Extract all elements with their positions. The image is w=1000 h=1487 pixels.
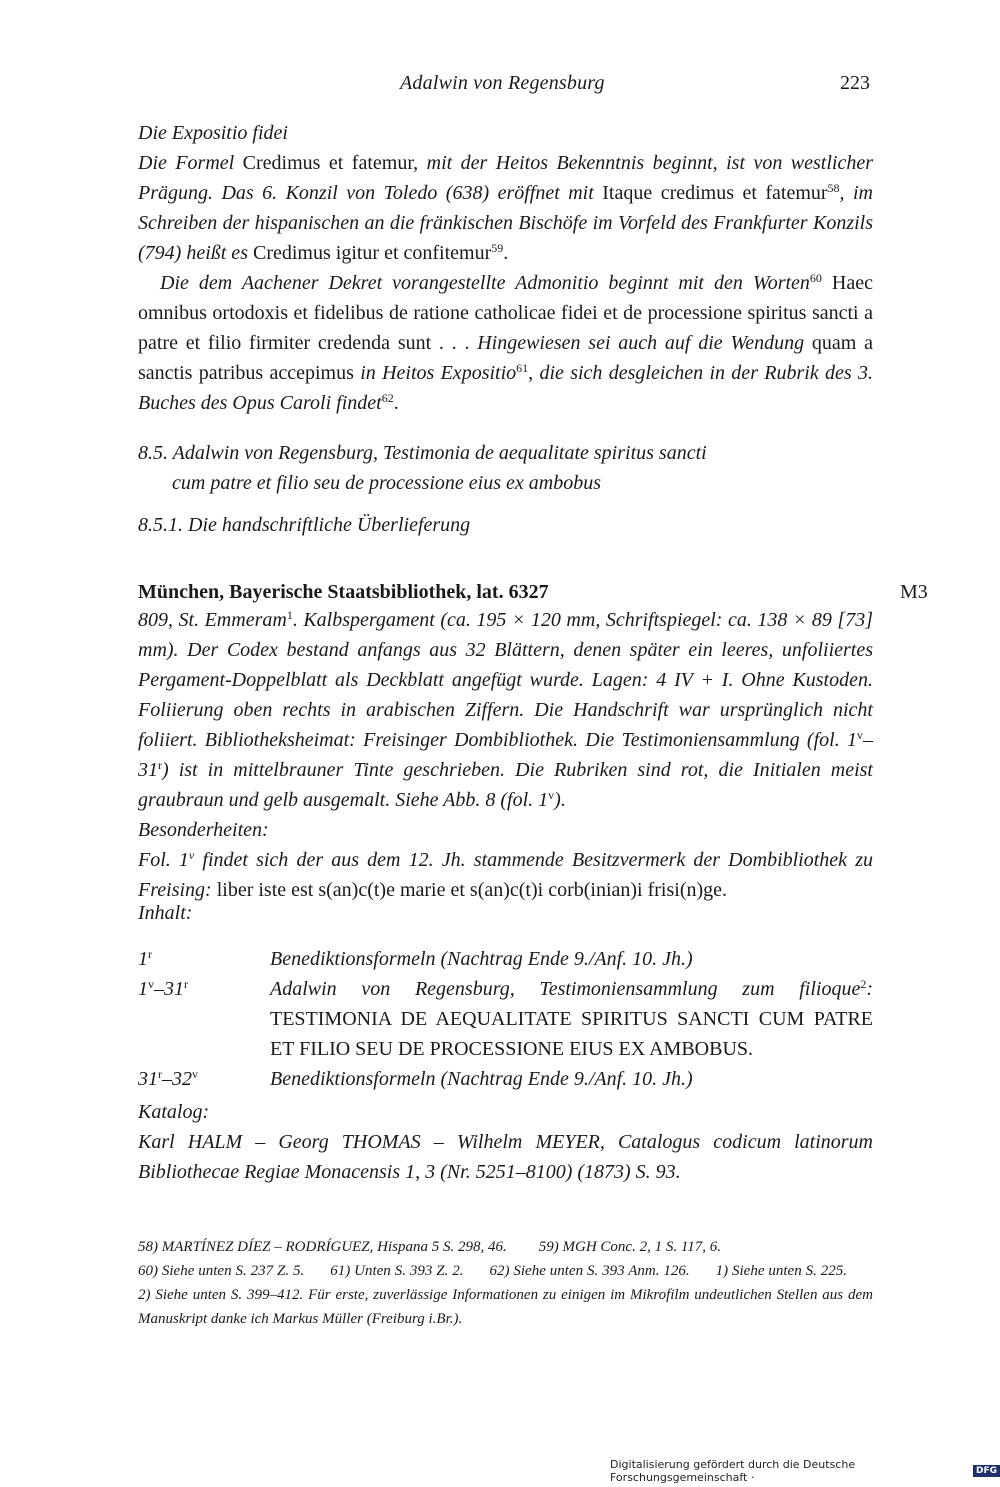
- running-title: Adalwin von Regensburg: [400, 72, 605, 94]
- besonderheiten-text: Fol. 1$^v$ findet sich der aus dem 12. Jh. stammende Besitzvermerk der Dombibliothek zu Freising: liber iste est s(an)c(t)e marie et s(an)c(t)i corb(inian)i frisi(n)ge.: [138, 848, 873, 901]
- expositio-paragraph-2: Die dem Aachener Dekret vorangestellte Admonitio beginnt mit den Worten$^{60}$ Haec omnibus ortodoxis et fidelibus de ratione catholicae fidei et de processione spiritus sancti a patre et filio firmiter credenda sunt . . . Hingewiesen sei auch auf die Wendung quam a sanctis patribus accepimus in Heitos Expositio$^{61}$, die sich desgleichen in der Rubrik des 3. Buches des Opus Caroli findet$^{62}$.: [138, 271, 874, 414]
- manuscript-description: 809, St. Emmeram$^1$. Kalbspergament (ca. 195 × 120 mm, Schriftspiegel: ca. 138 × 89 [73] mm). Der Codex bestand anfangs aus 32 Blättern, denen später ein leeres, unfoliiertes Pergament-Doppelblatt als Deckblatt angefügt wurde. Lagen: 4 IV + I. Ohne Kustoden. Foliierung oben rechts in arabischen Ziffern. Die Handschrift war ursprünglich nicht foliiert. Bibliotheksheimat: Freisinger Dombibliothek. Die Testimoniensammlung (fol. 1$^v$–31$^r$) ist in mittelbrauner Tinte geschrieben. Die Rubriken sind rot, die Initialen meist graubraun und gelb ausgemalt. Siehe Abb. 8 (fol. 1$^v$). Besonderheiten: Fol. 1$^v$ findet sich der aus dem 12. Jh. stammende Besitzvermerk der Dombibliothek zu Freising: liber iste est s(an)c(t)e marie et s(an)c(t)i corb(inian)i frisi(n)ge.: [138, 605, 873, 905]
- footnote-line: 58) MARTÍNEZ DÍEZ – RODRÍGUEZ, Hispana 5 S. 298, 46. 59) MGH Conc. 2, 1 S. 117, 6.: [138, 1239, 721, 1255]
- footnote-ref: 58: [827, 181, 840, 195]
- katalog-text: Karl HALM – Georg THOMAS – Wilhelm MEYER, Catalogus codicum latinorum Bibliothecae Regiae Monacensis 1, 3 (Nr. 5251–8100) (1873) S. 93.: [138, 1131, 873, 1183]
- katalog-label: Katalog:: [138, 1101, 210, 1123]
- besonderheiten-label: Besonderheiten:: [138, 819, 269, 841]
- table-row: [138, 974, 873, 1064]
- manuscript-title: München, Bayerische Staatsbibliothek, lat. 6327: [138, 581, 549, 603]
- contents-cell: Adalwin von Regensburg, Testimoniensammlung zum filioque$^2$: TESTIMONIA DE AEQUALITATE SPIRITUS SANCTI CUM PATRE ET FILIO SEU DE PROCESSIONE EIUS EX AMBOBUS.: [270, 977, 873, 1060]
- inhalt-label: Inhalt:: [138, 902, 193, 924]
- footnote-ref: 60: [809, 271, 822, 285]
- folio-cell: 31$^r$–32$^v$: [138, 1067, 198, 1090]
- katalog-section: [138, 1097, 873, 1187]
- footnote-line: 60) Siehe unten S. 237 Z. 5. 61) Unten S. 393 Z. 2. 62) Siehe unten S. 393 Anm. 126. 1) Siehe unten S. 225.2) Siehe unten S. 399–412. Für erste, zuverlässige Informationen zu einigen im Mikrofilm undeutlichen Stellen aus dem Manuskript danke ich Markus Müller (Freiburg i.Br.).: [138, 1263, 873, 1327]
- section-subheading: 8.5.1. Die handschriftliche Überlieferung: [138, 514, 471, 536]
- contents-table: [138, 944, 873, 1094]
- page-number: 223: [840, 72, 870, 94]
- table-row: [138, 1064, 873, 1094]
- table-row: [138, 944, 873, 974]
- contents-cell: Benediktionsformeln (Nachtrag Ende 9./Anf. 10. Jh.): [270, 948, 693, 970]
- footnotes: [138, 1235, 873, 1331]
- digitization-footer: [610, 1458, 1000, 1484]
- expositio-section: [138, 118, 873, 418]
- folio-cell: 1$^v$–31$^r$: [138, 977, 188, 1000]
- expositio-paragraph-1: Die Formel Credimus et fatemur, mit der Heitos Bekenntnis beginnt, ist von westlicher Prägung. Das 6. Konzil von Toledo (638) eröffnet mit Itaque credimus et fatemur$^{58}$, im Schreiben der hispanischen an die fränkischen Bischöfe im Vorfeld des Frankfurter Konzils (794) heißt es Credimus igitur et confitemur$^{59}$.: [138, 152, 874, 264]
- footnote-ref: 61: [516, 361, 529, 375]
- section-heading: 8.5. Adalwin von Regensburg, Testimonia de aequalitate spiritus sancti cum patre et filio seu de processione eius ex ambobus: [138, 442, 707, 494]
- expositio-title: Die Expositio fidei: [138, 122, 288, 144]
- footnote-ref: 62: [381, 391, 394, 405]
- footer-text: Digitalisierung gefördert durch die Deutsche Forschungsgemeinschaft ·: [610, 1458, 856, 1484]
- contents-cell: Benediktionsformeln (Nachtrag Ende 9./Anf. 10. Jh.): [270, 1068, 693, 1090]
- folio-cell: 1$^r$: [138, 947, 152, 970]
- dfg-logo: DFG: [973, 1465, 1000, 1477]
- footnote-ref: 59: [491, 241, 504, 255]
- manuscript-siglum: M3: [900, 581, 928, 603]
